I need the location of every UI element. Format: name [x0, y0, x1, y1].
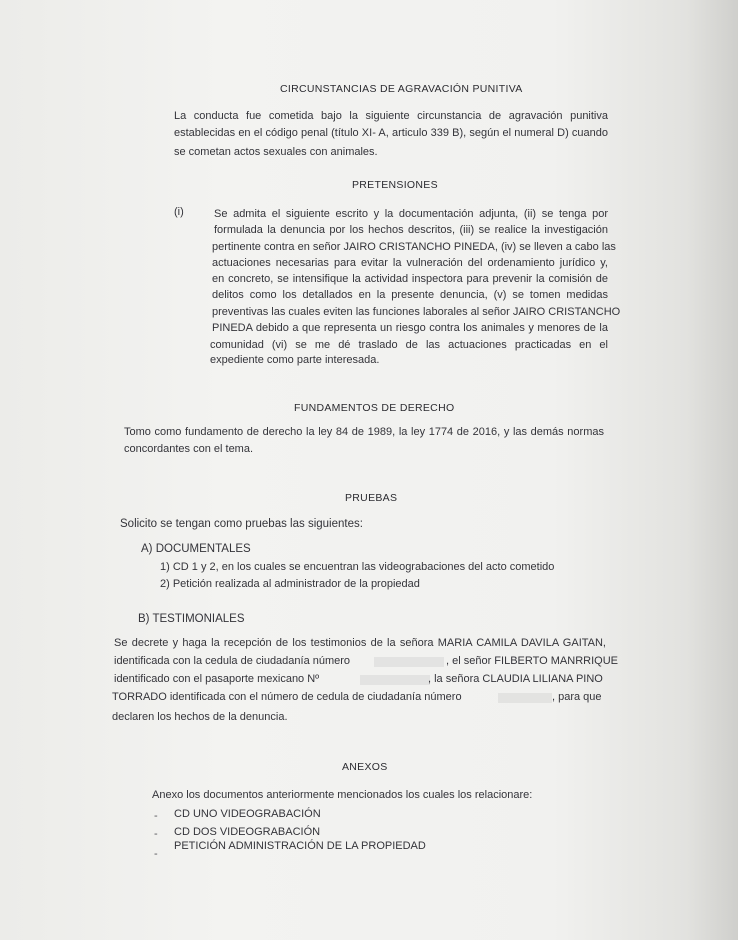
testimoniales-title: B) TESTIMONIALES: [138, 613, 245, 625]
anexo-item-3: PETICIÓN ADMINISTRACIÓN DE LA PROPIEDAD: [174, 840, 426, 852]
testimoniales-line-4a: TORRADO identificada con el número de cedula de ciudadanía número: [112, 691, 462, 703]
anexo-item-2: CD DOS VIDEOGRABACIÓN: [174, 826, 321, 838]
pretensiones-line-2: formulada la denuncia por los hechos descritos, (iii) se realice la investigación: [214, 224, 608, 236]
agravacion-line-3: se cometan actos sexuales con animales.: [174, 146, 378, 158]
pretensiones-line-6: delitos como los detallados en la presente denuncia, (v) se tomen medidas: [212, 289, 608, 301]
testimoniales-line-4b: , para que: [552, 691, 602, 703]
pretensiones-marker: (i): [174, 206, 184, 218]
agravacion-line-2: establecidas en el código penal (título XI- A, articulo 339 B), según el numeral D) cuando: [174, 127, 608, 139]
bullet-dash: -: [154, 828, 158, 840]
pretensiones-line-8: PINEDA debido a que representa un riesgo contra los animales y menores de la: [212, 322, 608, 334]
pretensiones-line-10: expediente como parte interesada.: [210, 354, 380, 366]
documental-item-2: 2) Petición realizada al administrador de la propiedad: [160, 578, 420, 590]
anexos-title: ANEXOS: [342, 761, 388, 773]
fundamentos-line-2: concordantes con el tema.: [124, 443, 254, 455]
pruebas-title: PRUEBAS: [345, 492, 398, 504]
anexo-item-1: CD UNO VIDEOGRABACIÓN: [174, 808, 321, 820]
testimoniales-line-5: declaren los hechos de la denuncia.: [112, 711, 288, 723]
testimoniales-line-1: Se decrete y haga la recepción de los testimonios de la señora MARIA CAMILA DAVILA GAITAN,: [114, 637, 606, 649]
pretensiones-line-4: actuaciones necesarias para evitar la vulneración del ordenamiento jurídico y,: [212, 257, 608, 269]
pruebas-intro: Solicito se tengan como pruebas las siguientes:: [120, 518, 363, 530]
testimoniales-line-3b: , la señora CLAUDIA LILIANA PINO: [428, 673, 603, 685]
redacted-passport: [360, 675, 430, 685]
pretensiones-line-1: Se admita el siguiente escrito y la documentación adjunta, (ii) se tenga por: [214, 208, 608, 220]
agravacion-line-1: La conducta fue cometida bajo la siguiente circunstancia de agravación punitiva: [174, 110, 608, 122]
pretensiones-title: PRETENSIONES: [352, 179, 438, 191]
anexos-intro: Anexo los documentos anteriormente mencionados los cuales los relacionare:: [152, 789, 533, 801]
fundamentos-title: FUNDAMENTOS DE DERECHO: [294, 402, 455, 414]
documental-item-1: 1) CD 1 y 2, en los cuales se encuentran las videograbaciones del acto cometido: [160, 561, 555, 573]
testimoniales-line-3a: identificado con el pasaporte mexicano Nº: [114, 673, 320, 685]
pretensiones-line-5: en concreto, se intensifique la actividad inspectora para prevenir la comisión de: [212, 273, 608, 285]
bullet-dash: -: [154, 848, 158, 860]
redacted-id-1: [374, 657, 444, 667]
testimoniales-line-2a: identificada con la cedula de ciudadanía número: [114, 655, 351, 667]
pretensiones-line-9: comunidad (vi) se me dé traslado de las actuaciones practicadas en el: [210, 339, 608, 351]
redacted-id-2: [498, 693, 552, 703]
bullet-dash: -: [154, 810, 158, 822]
testimoniales-line-2b: , el señor FILBERTO MANRRIQUE: [446, 655, 618, 667]
fundamentos-line-1: Tomo como fundamento de derecho la ley 84 de 1989, la ley 1774 de 2016, y las demás normas: [124, 426, 604, 438]
pretensiones-line-3: pertinente contra en señor JAIRO CRISTANCHO PINEDA, (iv) se lleven a cabo las: [212, 241, 616, 253]
documentales-title: A) DOCUMENTALES: [141, 543, 251, 555]
pretensiones-line-7: preventivas las cuales eviten las funciones laborales al señor JAIRO CRISTANCHO: [212, 306, 621, 318]
agravacion-title: CIRCUNSTANCIAS DE AGRAVACIÓN PUNITIVA: [280, 83, 523, 95]
